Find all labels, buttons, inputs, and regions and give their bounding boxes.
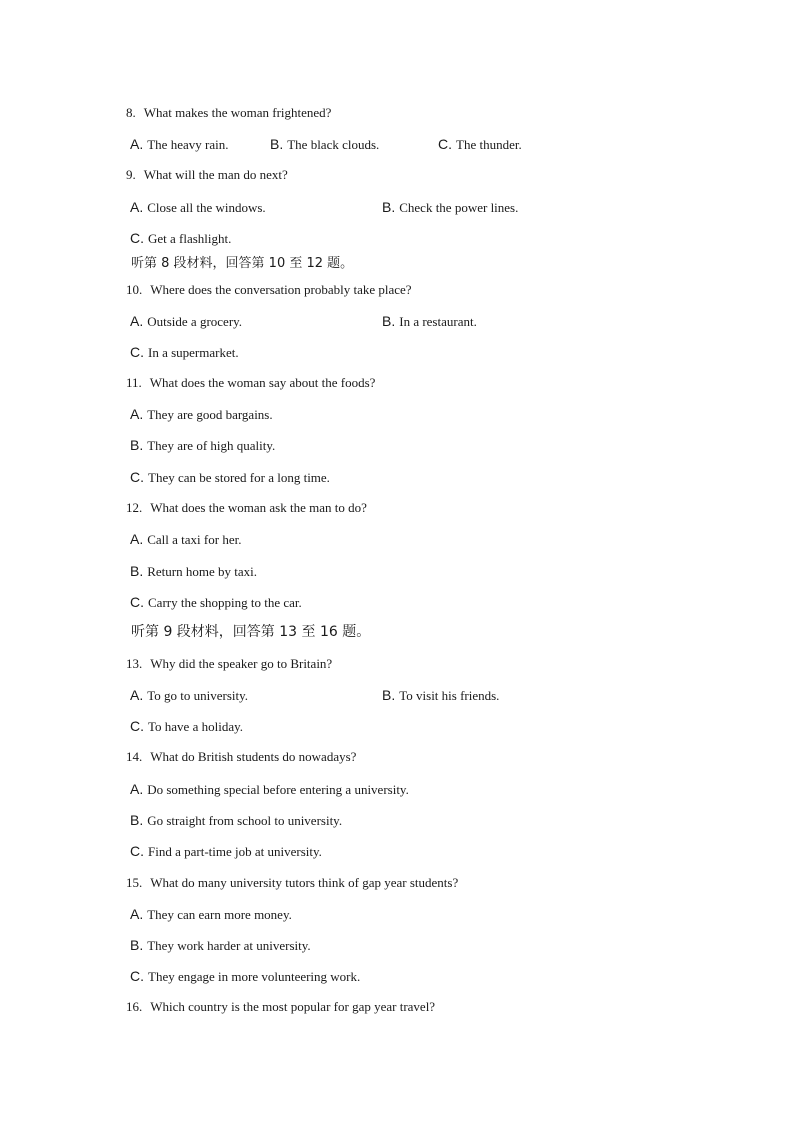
option-label: B.: [130, 812, 144, 828]
option-label: C.: [130, 843, 144, 859]
option-label: C.: [130, 230, 144, 246]
question-12: [126, 500, 367, 516]
option-9b: [382, 199, 518, 216]
question-11: [126, 375, 375, 391]
question-text: What will the man do next?: [143, 167, 288, 182]
option-label: C.: [130, 469, 144, 485]
question-text: What does the woman say about the foods?: [149, 375, 376, 390]
option-13b: [382, 687, 499, 704]
option-10b: [382, 313, 477, 330]
option-text: To go to university.: [147, 688, 249, 703]
section-heading: 听第 9 段材料，回答第 13 至 16 题。: [131, 624, 371, 640]
option-text: Get a flashlight.: [148, 231, 232, 246]
option-13c: [130, 718, 243, 735]
option-text: The thunder.: [456, 137, 522, 152]
option-text: Go straight from school to university.: [147, 813, 343, 828]
question-number: 8.: [126, 105, 136, 120]
option-8b: [270, 136, 379, 153]
option-text: Carry the shopping to the car.: [148, 595, 302, 610]
option-text: They can be stored for a long time.: [148, 470, 330, 485]
question-number: 13.: [126, 656, 143, 671]
option-text: To visit his friends.: [399, 688, 500, 703]
option-label: C.: [130, 718, 144, 734]
option-label: A.: [130, 406, 144, 422]
question-15: [126, 875, 458, 891]
option-10c: [130, 344, 239, 361]
option-12b: [130, 563, 257, 580]
section-heading: 听第 8 段材料，回答第 10 至 12 题。: [131, 256, 354, 271]
option-text: They work harder at university.: [147, 938, 311, 953]
option-text: Outside a grocery.: [147, 314, 243, 329]
option-text: Close all the windows.: [147, 200, 266, 215]
option-label: C.: [130, 968, 144, 984]
option-text: Check the power lines.: [399, 200, 519, 215]
question-16: [126, 999, 435, 1015]
question-text: What does the woman ask the man to do?: [150, 500, 367, 515]
option-text: Call a taxi for her.: [147, 532, 242, 547]
question-text: Why did the speaker go to Britain?: [150, 656, 333, 671]
question-14: [126, 749, 356, 765]
option-label: A.: [130, 313, 144, 329]
option-label: B.: [382, 199, 396, 215]
option-13a: [130, 687, 248, 704]
option-text: Find a part-time job at university.: [148, 844, 322, 859]
question-number: 10.: [126, 282, 143, 297]
option-text: They are good bargains.: [147, 407, 273, 422]
question-text: What makes the woman frightened?: [143, 105, 332, 120]
option-text: The heavy rain.: [147, 137, 229, 152]
option-label: B.: [382, 313, 396, 329]
question-text: What do British students do nowadays?: [150, 749, 357, 764]
option-14b: [130, 812, 342, 829]
question-8: [126, 105, 331, 121]
question-10: [126, 282, 412, 298]
option-text: The black clouds.: [287, 137, 380, 152]
option-11b: [130, 437, 275, 454]
option-label: B.: [130, 937, 144, 953]
option-label: C.: [130, 594, 144, 610]
option-15c: [130, 968, 360, 985]
option-text: In a supermarket.: [148, 345, 239, 360]
option-label: A.: [130, 781, 144, 797]
question-text: What do many university tutors think of gap year students?: [150, 875, 459, 890]
question-number: 15.: [126, 875, 143, 890]
option-label: C.: [130, 344, 144, 360]
option-14c: [130, 843, 322, 860]
question-number: 14.: [126, 749, 143, 764]
option-10a: [130, 313, 242, 330]
option-label: C.: [438, 136, 452, 152]
option-text: Return home by taxi.: [147, 564, 257, 579]
option-15b: [130, 937, 311, 954]
option-text: They are of high quality.: [147, 438, 276, 453]
question-number: 11.: [126, 375, 142, 390]
option-text: Do something special before entering a university.: [147, 782, 409, 797]
option-text: To have a holiday.: [148, 719, 243, 734]
question-number: 12.: [126, 500, 143, 515]
option-14a: [130, 781, 409, 798]
question-number: 16.: [126, 999, 143, 1014]
option-12c: [130, 594, 302, 611]
option-12a: [130, 531, 241, 548]
question-number: 9.: [126, 167, 136, 182]
question-text: Where does the conversation probably take place?: [150, 282, 412, 297]
option-8a: [130, 136, 228, 153]
option-11c: [130, 469, 330, 486]
option-label: A.: [130, 136, 144, 152]
option-label: A.: [130, 906, 144, 922]
option-15a: [130, 906, 292, 923]
option-label: B.: [130, 563, 144, 579]
option-text: In a restaurant.: [399, 314, 477, 329]
option-9a: [130, 199, 266, 216]
question-13: [126, 656, 332, 672]
option-label: B.: [130, 437, 144, 453]
option-11a: [130, 406, 273, 423]
option-9c: [130, 230, 231, 247]
option-8c: [438, 136, 522, 153]
option-label: A.: [130, 199, 144, 215]
option-label: B.: [382, 687, 396, 703]
option-label: B.: [270, 136, 284, 152]
option-text: They engage in more volunteering work.: [148, 969, 361, 984]
question-9: [126, 167, 288, 183]
question-text: Which country is the most popular for gap year travel?: [150, 999, 436, 1014]
option-label: A.: [130, 687, 144, 703]
option-label: A.: [130, 531, 144, 547]
option-text: They can earn more money.: [147, 907, 292, 922]
